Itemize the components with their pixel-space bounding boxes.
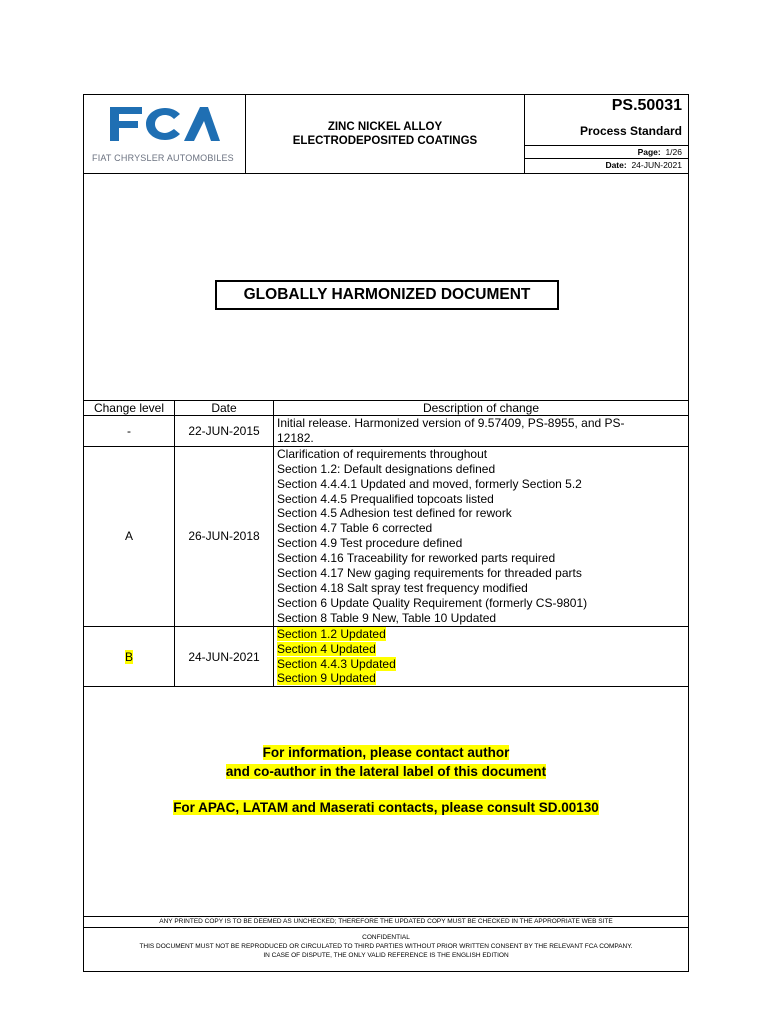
description-line: Section 8 Table 9 New, Table 10 Updated: [277, 610, 497, 625]
date-cell: 22-JUN-2015: [175, 416, 274, 447]
doc-info-cell: [525, 95, 688, 173]
contact-text-3: For APAC, LATAM and Maserati contacts, please consult SD.00130: [173, 800, 599, 815]
description-cell: [274, 446, 689, 626]
table-header-row: [84, 401, 689, 416]
date-row: [525, 158, 688, 173]
page-value: 1/26: [665, 147, 682, 157]
date-label: Date:: [605, 160, 627, 170]
contact-text-2: and co-author in the lateral label of this document: [225, 764, 547, 779]
change-level-cell: -: [84, 416, 175, 447]
date-cell: 26-JUN-2018: [175, 446, 274, 626]
col-date: Date: [175, 401, 274, 416]
title-line-2: ELECTRODEPOSITED COATINGS: [292, 135, 478, 147]
reproduction-notice: THIS DOCUMENT MUST NOT BE REPRODUCED OR CIRCULATED TO THIRD PARTIES WITHOUT PRIOR WRITTEN CONSENT BY THE RELEVANT FCA COMPANY.: [139, 943, 633, 950]
description-line: Section 4.4.4.1 Updated and moved, formerly Section 5.2: [277, 476, 582, 491]
document-header: [84, 95, 688, 174]
col-description: Description of change: [274, 401, 689, 416]
doc-number: PS.50031: [611, 97, 682, 114]
table-row: [84, 626, 689, 687]
contact-line-2: [84, 764, 688, 779]
description-line: Section 4.9 Test procedure defined: [277, 536, 463, 551]
description-line: Section 4.17 New gaging requirements for threaded parts: [277, 566, 582, 581]
description-line: Section 4.4.3 Updated: [277, 656, 396, 671]
confidential-label: CONFIDENTIAL: [362, 934, 410, 941]
col-change-level: Change level: [84, 401, 175, 416]
logo-subtitle: FIAT CHRYSLER AUTOMOBILES: [92, 153, 234, 163]
description-line: Section 4.5 Adhesion test defined for rework: [277, 506, 512, 521]
description-line: Section 4.18 Salt spray test frequency modified: [277, 580, 528, 595]
table-row: [84, 446, 689, 626]
contact-line-3: [84, 800, 688, 815]
confidential-notice: [84, 933, 688, 960]
change-history-table: [83, 400, 689, 687]
description-line: Section 9 Updated: [277, 671, 376, 686]
unchecked-copy-notice: ANY PRINTED COPY IS TO BE DEEMED AS UNCHECKED; THEREFORE THE UPDATED COPY MUST BE CHECKED IN THE APPROPRIATE WEB SITE: [84, 916, 688, 928]
description-line: Section 4.16 Traceability for reworked parts required: [277, 551, 556, 566]
document-page: [83, 94, 689, 972]
description-line: Section 4.4.5 Prequalified topcoats listed: [277, 491, 494, 506]
description-line: Section 4 Updated: [277, 641, 376, 656]
description-line: 12182.: [277, 430, 314, 445]
page-row: [525, 145, 688, 158]
description-cell: [274, 626, 689, 687]
logo-cell: [84, 95, 246, 173]
harmonized-banner: GLOBALLY HARMONIZED DOCUMENT: [215, 280, 559, 310]
table-row: [84, 416, 689, 447]
title-line-1: ZINC NICKEL ALLOY: [327, 121, 443, 133]
description-line: Section 6 Update Quality Requirement (formerly CS-9801): [277, 595, 588, 610]
contact-line-1: [84, 745, 688, 760]
description-line: Section 1.2: Default designations defined: [277, 461, 496, 476]
date-value: 24-JUN-2021: [631, 160, 682, 170]
doc-type: Process Standard: [579, 124, 682, 138]
change-level-cell: [84, 626, 175, 687]
date-cell: 24-JUN-2021: [175, 626, 274, 687]
description-cell: [274, 416, 689, 447]
dispute-notice: IN CASE OF DISPUTE, THE ONLY VALID REFERENCE IS THE ENGLISH EDITION: [263, 952, 509, 959]
description-line: Section 4.7 Table 6 corrected: [277, 521, 433, 536]
contact-text-1: For information, please contact author: [262, 745, 510, 760]
description-line: Section 1.2 Updated: [277, 626, 386, 641]
change-level-b: B: [124, 649, 133, 664]
description-line: Clarification of requirements throughout: [277, 446, 488, 461]
description-line: Initial release. Harmonized version of 9.57409, PS-8955, and PS-: [277, 416, 625, 430]
change-level-cell: A: [84, 446, 175, 626]
page-label: Page:: [637, 147, 661, 157]
fca-logo: [108, 103, 220, 143]
document-title: [246, 95, 525, 173]
